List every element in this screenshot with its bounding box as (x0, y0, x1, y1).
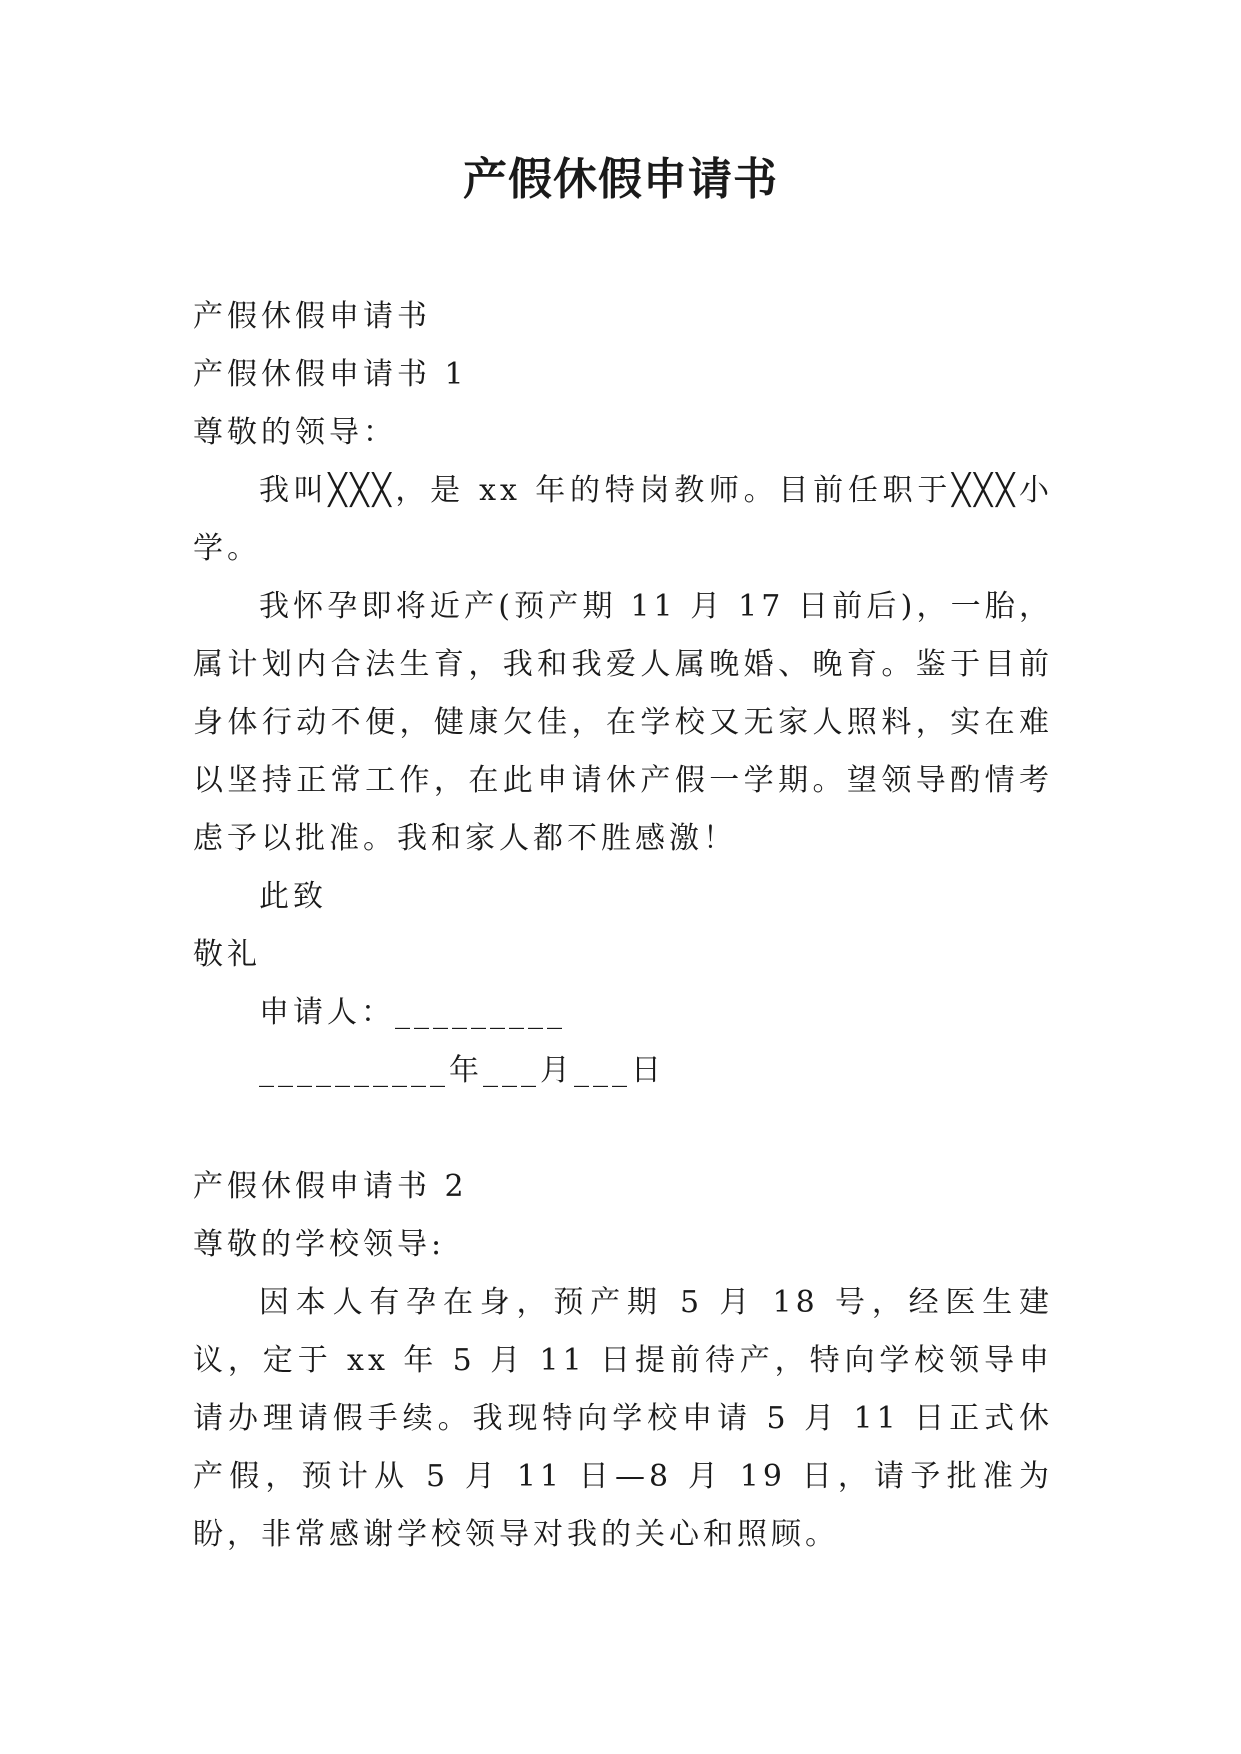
letter1-paragraph-2: 我怀孕即将近产(预产期 11 月 17 日前后)，一胎，属计划内合法生育，我和我爱人属晚婚、晚育。鉴于目前身体行动不便，健康欠佳，在学校又无家人照料，实在难以坚持正常工作，在此申请休产假一学期。望领导酌情考虑予以批准。我和家人都不胜感激！ (193, 589, 1053, 856)
letter1-paragraph-1: 我叫╳╳╳，是 xx 年的特岗教师。目前任职于╳╳╳小学。 (193, 473, 1053, 566)
letter1-closing-2: 敬礼 (193, 937, 261, 972)
document-title: 产假休假申请书 (463, 154, 778, 205)
letter1-applicant: 申请人：_________ (259, 995, 566, 1030)
letter1-date: __________年___月___日 (259, 1053, 665, 1088)
letter2-paragraph-1: 因本人有孕在身，预产期 5 月 18 号，经医生建议，定于 xx 年 5 月 11 日提前待产，特向学校领导申请办理请假手续。我现特向学校申请 5 月 11 日正式休产假，预计从 5 月 11 日—8 月 19 日，请予批准为盼，非常感谢学校领导对我的关心和照顾。 (193, 1285, 1053, 1552)
section-spacer (193, 1100, 1053, 1158)
letter1-salutation: 尊敬的领导： (193, 415, 397, 450)
letter2-salutation: 尊敬的学校领导: (193, 1227, 446, 1262)
letter2-heading: 产假休假申请书 2 (193, 1169, 468, 1204)
letter1-heading: 产假休假申请书 1 (193, 357, 468, 392)
document-subtitle: 产假休假申请书 (193, 299, 431, 334)
document-body (193, 288, 1053, 1564)
letter1-closing-1: 此致 (259, 879, 327, 914)
